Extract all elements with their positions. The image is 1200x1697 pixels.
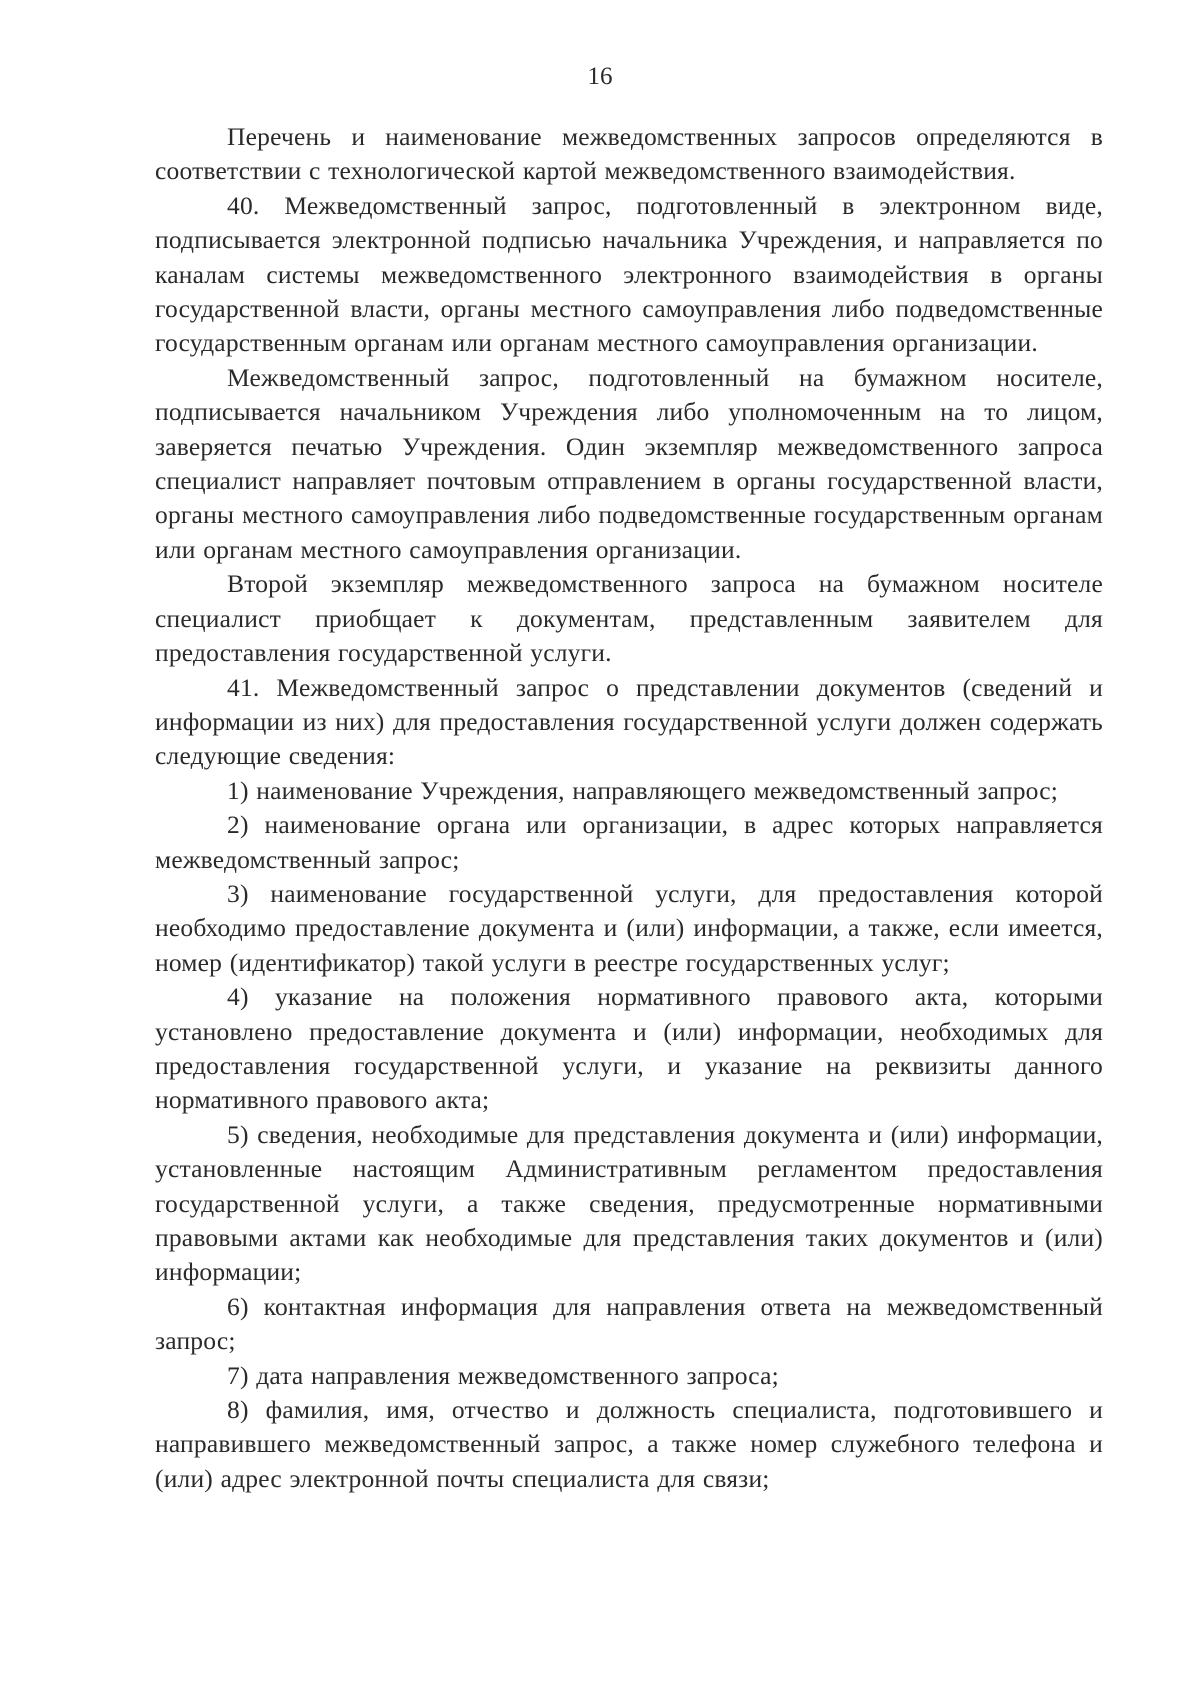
list-item-4: 4) указание на положения нормативного правового акта, которыми установлено предоставление документа и (или) информации, необходимых для предоставления государственной услуги, и указание на реквизиты данного нормативного правового акта; (155, 982, 1103, 1115)
paragraph-requests-list: Перечень и наименование межведомственных запросов определяются в соответствии с технологической картой межведомственного взаимодействия. (155, 122, 1103, 186)
paragraph-paper-request: Межведомственный запрос, подготовленный на бумажном носителе, подписывается начальником Учреждения либо уполномоченным на то лицом, заверяется печатью Учреждения. Один экземпляр межведомственного запроса специалист направляет почтовым отправлением в органы государственной власти, органы местного самоуправления либо подведомственные государственным органам или органам местного самоуправления организации. (155, 362, 1103, 564)
paragraph-second-copy: Второй экземпляр межведомственного запроса на бумажном носителе специалист приобщает к документам, представленным заявителем для предоставления государственной услуги. (155, 569, 1103, 668)
list-item-3: 3) наименование государственной услуги, для предоставления которой необходимо предоставление документа и (или) информации, а также, если имеется, номер (идентификатор) такой услуги в реестре государственных услуг; (155, 878, 1103, 977)
paragraph-40-electronic-request: 40. Межведомственный запрос, подготовленный в электронном виде, подписывается электронной подписью начальника Учреждения, и направляется по каналам системы межведомственного электронного взаимодействия в органы государственной власти, органы местного самоуправления либо подведомственные государственным органам или органам местного самоуправления организации. (155, 190, 1103, 358)
list-item-6: 6) контактная информация для направления ответа на межведомственный запрос; (155, 1291, 1103, 1356)
page-number: 16 (587, 63, 613, 90)
paragraph-41-request-contents: 41. Межведомственный запрос о представлении документов (сведений и информации из них) для предоставления государственной услуги должен содержать следующие сведения: (155, 672, 1103, 771)
list-item-8: 8) фамилия, имя, отчество и должность специалиста, подготовившего и направившего межведомственный запрос, а также номер служебного телефона и (или) адрес электронной почты специалиста для связи; (155, 1395, 1103, 1493)
document-body (155, 120, 1103, 1496)
list-item-2: 2) наименование органа или организации, в адрес которых направляется межведомственный запрос; (155, 810, 1103, 874)
list-item-5: 5) сведения, необходимые для представления документа и (или) информации, установленные настоящим Административным регламентом предоставления государственной услуги, а также сведения, предусмотренные нормативными правовыми актами как необходимые для представления таких документов и (или) информации; (155, 1119, 1103, 1287)
list-item-7: 7) дата направления межведомственного запроса; (227, 1360, 779, 1390)
list-item-1: 1) наименование Учреждения, направляющего межведомственный запрос; (227, 775, 1059, 805)
